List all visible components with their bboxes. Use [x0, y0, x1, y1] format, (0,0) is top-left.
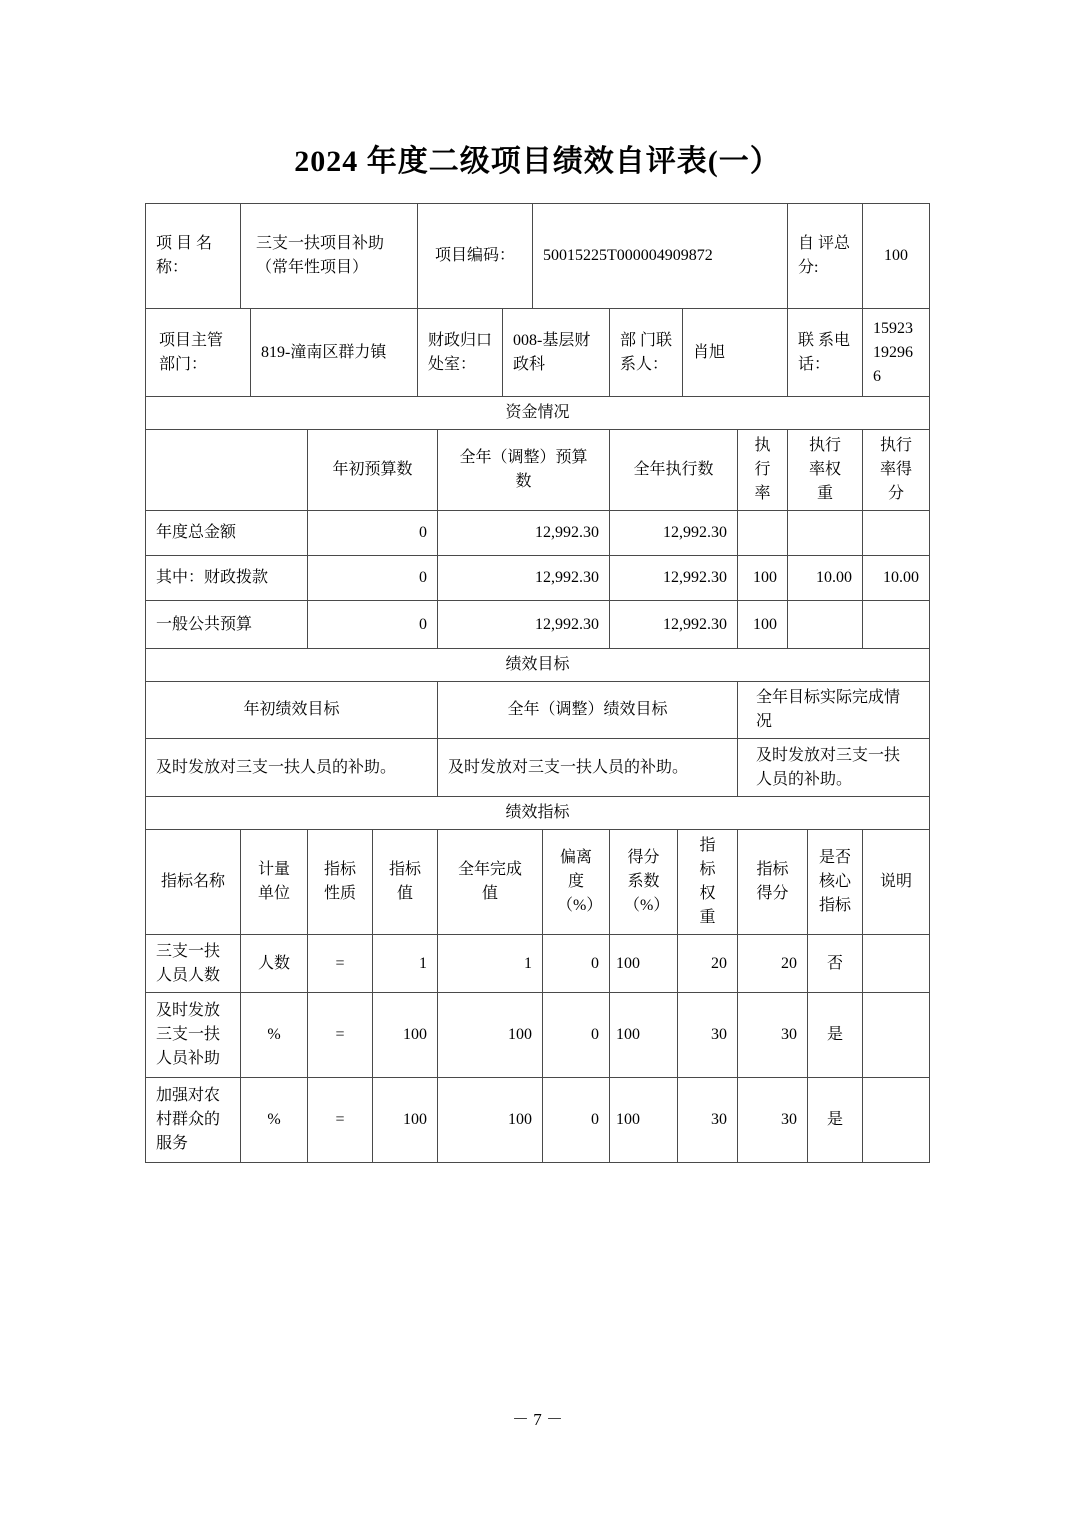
ind-weight: 30	[678, 993, 738, 1078]
funds-adjusted: 12,992.30	[438, 601, 610, 649]
ind-coef: 100	[610, 1078, 678, 1163]
goals-header-adjusted: 全年（调整）绩效目标	[438, 682, 738, 739]
dept-label: 项目主管部门：	[146, 309, 251, 397]
funds-initial: 0	[308, 601, 438, 649]
indicator-row	[146, 935, 930, 993]
project-name-value: 三支一扶项目补助（常年性项目）	[241, 204, 418, 309]
funds-weight	[788, 601, 863, 649]
ind-core: 是	[808, 1078, 863, 1163]
ind-score: 30	[738, 1078, 808, 1163]
ind-note	[863, 1078, 930, 1163]
funds-score: 10.00	[863, 556, 930, 601]
ind-header-unit: 计量单位	[241, 830, 308, 935]
ind-name: 三支一扶人员人数	[146, 935, 241, 993]
funds-weight	[788, 511, 863, 556]
funds-score	[863, 601, 930, 649]
funds-initial: 0	[308, 556, 438, 601]
ind-actual: 100	[438, 993, 543, 1078]
funds-rate: 100	[738, 601, 788, 649]
phone-value: 15923192966	[863, 309, 930, 397]
goals-header-initial: 年初绩效目标	[146, 682, 438, 739]
funds-label: 一般公共预算	[146, 601, 308, 649]
ind-header-core: 是否核心指标	[808, 830, 863, 935]
ind-actual: 1	[438, 935, 543, 993]
funds-row-total	[146, 511, 930, 556]
funds-header-rate: 执行率	[738, 430, 788, 511]
row-department-info	[146, 309, 930, 397]
funds-score	[863, 511, 930, 556]
ind-name: 及时发放三支一扶人员补助	[146, 993, 241, 1078]
funds-header-adjusted: 全年（调整）预算数	[438, 430, 610, 511]
ind-target: 1	[373, 935, 438, 993]
funds-header-weight: 执行率权重	[788, 430, 863, 511]
ind-core: 否	[808, 935, 863, 993]
self-score-label: 自 评总分:	[788, 204, 863, 309]
ind-header-note: 说明	[863, 830, 930, 935]
goal-adjusted-value: 及时发放对三支一扶人员的补助。	[438, 739, 738, 797]
goals-section-row	[146, 649, 930, 682]
ind-header-target: 指标值	[373, 830, 438, 935]
ind-core: 是	[808, 993, 863, 1078]
ind-target: 100	[373, 1078, 438, 1163]
ind-nature: =	[308, 993, 373, 1078]
goals-header-row	[146, 682, 930, 739]
funds-adjusted: 12,992.30	[438, 556, 610, 601]
ind-coef: 100	[610, 935, 678, 993]
ind-coef: 100	[610, 993, 678, 1078]
ind-weight: 20	[678, 935, 738, 993]
goals-section-title: 绩效目标	[146, 649, 930, 682]
ind-deviation: 0	[543, 1078, 610, 1163]
self-score-value: 100	[863, 204, 930, 309]
evaluation-table	[145, 203, 930, 1163]
page-title: 2024 年度二级项目绩效自评表(一）	[294, 145, 781, 178]
funds-header-blank	[146, 430, 308, 511]
project-name-label: 项 目 名称：	[146, 204, 241, 309]
ind-deviation: 0	[543, 993, 610, 1078]
funds-label: 年度总金额	[146, 511, 308, 556]
office-value: 008-基层财政科	[503, 309, 610, 397]
funds-section-row	[146, 397, 930, 430]
indicators-header-row	[146, 830, 930, 935]
ind-name: 加强对农村群众的服务	[146, 1078, 241, 1163]
ind-header-nature: 指标性质	[308, 830, 373, 935]
goals-values-row	[146, 739, 930, 797]
indicator-row	[146, 993, 930, 1078]
funds-row-public-budget	[146, 601, 930, 649]
contact-label: 部 门联 系人：	[610, 309, 683, 397]
funds-header-executed: 全年执行数	[610, 430, 738, 511]
goals-header-actual: 全年目标实际完成情况	[738, 682, 930, 739]
project-code-label: 项目编码：	[418, 204, 533, 309]
ind-score: 30	[738, 993, 808, 1078]
ind-unit: %	[241, 1078, 308, 1163]
ind-note	[863, 935, 930, 993]
funds-executed: 12,992.30	[610, 556, 738, 601]
dept-value: 819-潼南区群力镇	[251, 309, 418, 397]
funds-executed: 12,992.30	[610, 601, 738, 649]
phone-label: 联 系电话：	[788, 309, 863, 397]
funds-header-score: 执行率得分	[863, 430, 930, 511]
funds-rate: 100	[738, 556, 788, 601]
ind-nature: =	[308, 935, 373, 993]
funds-adjusted: 12,992.30	[438, 511, 610, 556]
goal-actual-value: 及时发放对三支一扶人员的补助。	[738, 739, 930, 797]
indicator-row	[146, 1078, 930, 1163]
funds-initial: 0	[308, 511, 438, 556]
funds-label: 其中：财政拨款	[146, 556, 308, 601]
funds-executed: 12,992.30	[610, 511, 738, 556]
ind-deviation: 0	[543, 935, 610, 993]
project-code-value: 50015225T000004909872	[533, 204, 788, 309]
ind-header-coef: 得分系数（%）	[610, 830, 678, 935]
funds-row-fiscal	[146, 556, 930, 601]
ind-nature: =	[308, 1078, 373, 1163]
ind-actual: 100	[438, 1078, 543, 1163]
indicators-section-row	[146, 797, 930, 830]
ind-unit: %	[241, 993, 308, 1078]
contact-value: 肖旭	[683, 309, 788, 397]
ind-note	[863, 993, 930, 1078]
goal-initial-value: 及时发放对三支一扶人员的补助。	[146, 739, 438, 797]
ind-header-deviation: 偏离度（%）	[543, 830, 610, 935]
funds-header-initial: 年初预算数	[308, 430, 438, 511]
funds-rate	[738, 511, 788, 556]
page-number: － 7 －	[512, 1410, 563, 1429]
ind-score: 20	[738, 935, 808, 993]
ind-header-actual: 全年完成值	[438, 830, 543, 935]
row-project-info	[146, 204, 930, 309]
indicators-section-title: 绩效指标	[146, 797, 930, 830]
ind-header-score: 指标得分	[738, 830, 808, 935]
funds-weight: 10.00	[788, 556, 863, 601]
funds-section-title: 资金情况	[146, 397, 930, 430]
funds-header-row	[146, 430, 930, 511]
ind-weight: 30	[678, 1078, 738, 1163]
ind-header-name: 指标名称	[146, 830, 241, 935]
ind-target: 100	[373, 993, 438, 1078]
ind-unit: 人数	[241, 935, 308, 993]
office-label: 财政归口处室：	[418, 309, 503, 397]
ind-header-weight: 指标权重	[678, 830, 738, 935]
